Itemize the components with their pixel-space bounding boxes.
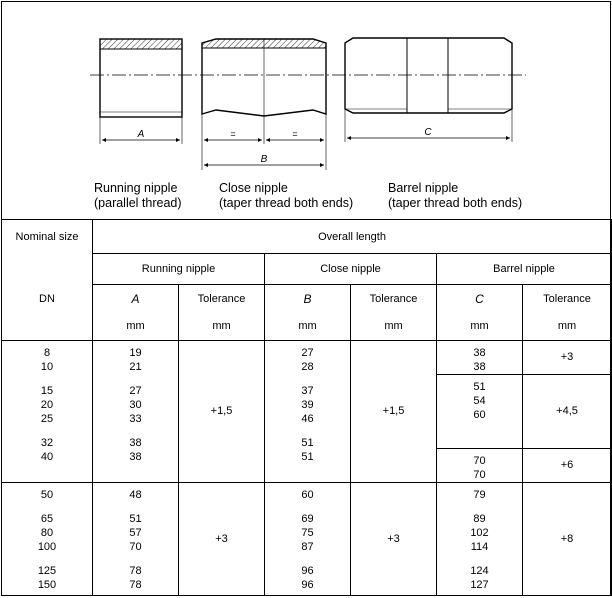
specification-page <box>1 1 611 596</box>
header-a: A <box>93 285 179 313</box>
unit-a-tolerance: mm <box>179 313 265 341</box>
dimensions-table <box>1 219 612 596</box>
group1-a-tolerance: +1,5 <box>179 340 265 482</box>
group2-c-values: 79 89 102 114 124 127 <box>437 482 523 595</box>
header-nominal-size: Nominal size <box>2 220 93 254</box>
group1-c-tolerance-2: +4,5 <box>523 374 612 448</box>
group2-c-tolerance: +8 <box>523 482 612 595</box>
running-nipple-drawing <box>100 39 182 144</box>
header-c: C <box>437 285 523 313</box>
header-b: B <box>265 285 351 313</box>
group1-c-tolerance-1: +3 <box>523 340 612 374</box>
header-running-nipple: Running nipple <box>93 254 265 285</box>
unit-b: mm <box>265 313 351 341</box>
group2-b-values: 60 69 75 87 96 96 <box>265 482 351 595</box>
header-close-nipple: Close nipple <box>265 254 437 285</box>
half-length-right: = <box>292 129 298 139</box>
group2-a-tolerance: +3 <box>179 482 265 595</box>
group1-dn-values: 8 10 15 20 25 32 40 <box>2 340 93 482</box>
group1-c-values-1: 38 38 <box>437 340 523 374</box>
dimension-a-label: A <box>137 129 145 140</box>
header-b-tolerance: Tolerance <box>351 285 437 313</box>
group1-b-tolerance: +1,5 <box>351 340 437 482</box>
dimension-c-label: C <box>424 127 432 138</box>
group1-a-values: 19 21 27 30 33 38 38 <box>93 340 179 482</box>
close-nipple-caption: Close nipple (taper thread both ends) <box>219 181 354 210</box>
barrel-nipple-drawing <box>345 38 512 142</box>
running-nipple-caption: Running nipple (parallel thread) <box>94 181 182 210</box>
group2-b-tolerance: +3 <box>351 482 437 595</box>
unit-c-tolerance: mm <box>523 313 612 341</box>
header-dn: DN <box>2 285 93 313</box>
dimension-b-label: B <box>260 154 268 165</box>
group1-c-tolerance-3: +6 <box>523 448 612 482</box>
group1-c-values-3: 70 70 <box>437 448 523 482</box>
header-a-tolerance: Tolerance <box>179 285 265 313</box>
unit-a: mm <box>93 313 179 341</box>
barrel-nipple-caption: Barrel nipple (taper thread both ends) <box>388 181 523 210</box>
header-overall-length: Overall length <box>93 220 612 254</box>
unit-b-tolerance: mm <box>351 313 437 341</box>
header-barrel-nipple: Barrel nipple <box>437 254 612 285</box>
group1-c-values-2: 51 54 60 <box>437 374 523 448</box>
close-nipple-drawing <box>202 39 326 170</box>
group2-a-values: 48 51 57 70 78 78 <box>93 482 179 595</box>
header-c-tolerance: Tolerance <box>523 285 612 313</box>
group2-dn-values: 50 65 80 100 125 150 <box>2 482 93 595</box>
group1-b-values: 27 28 37 39 46 51 51 <box>265 340 351 482</box>
half-length-left: = <box>230 129 236 139</box>
unit-c: mm <box>437 313 523 341</box>
